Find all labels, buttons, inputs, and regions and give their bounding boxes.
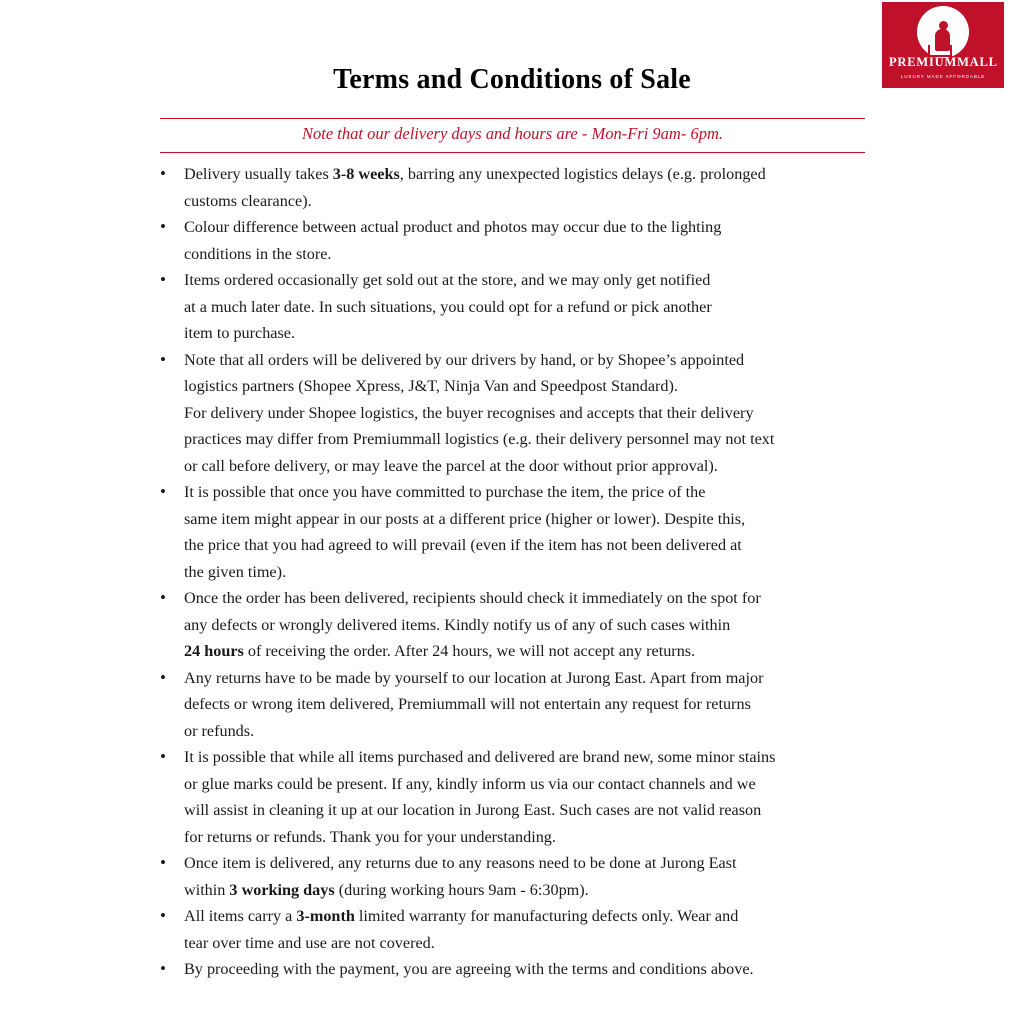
list-item-line: logistics partners (Shopee Xpress, J&T, Ninja Van and Speedpost Standard). bbox=[184, 377, 678, 395]
terms-list bbox=[148, 161, 878, 983]
list-item bbox=[148, 744, 878, 850]
list-item-line: for returns or refunds. Thank you for your understanding. bbox=[184, 827, 556, 846]
bullet-icon: • bbox=[160, 747, 166, 766]
bullet-icon: • bbox=[160, 959, 166, 978]
list-item-line: Any returns have to be made by yourself to our location at Jurong East. Apart from major bbox=[184, 668, 764, 687]
list-item-line: any defects or wrongly delivered items. Kindly notify us of any of such cases within bbox=[184, 615, 731, 634]
bullet-icon: • bbox=[160, 164, 166, 183]
list-item-line: at a much later date. In such situations, you could opt for a refund or pick another bbox=[184, 297, 712, 316]
bullet-icon: • bbox=[160, 853, 166, 872]
list-item bbox=[148, 956, 878, 983]
list-item bbox=[148, 267, 878, 347]
list-item-line: same item might appear in our posts at a different price (higher or lower). Despite this, bbox=[184, 509, 746, 528]
list-item-line: the given time). bbox=[184, 562, 287, 581]
list-item bbox=[148, 903, 878, 956]
shopper-with-cart-icon bbox=[917, 6, 969, 58]
list-item-line: It is possible that once you have committed to purchase the item, the price of the bbox=[184, 483, 706, 501]
list-item-line: or glue marks could be present. If any, kindly inform us via our contact channels and we bbox=[184, 774, 756, 793]
list-item-line: Once item is delivered, any returns due to any reasons need to be done at Jurong East bbox=[184, 854, 737, 872]
bullet-icon: • bbox=[160, 482, 166, 501]
list-item bbox=[148, 850, 878, 903]
delivery-hours-notice: Note that our delivery days and hours are - Mon-Fri 9am- 6pm. bbox=[302, 124, 723, 143]
list-item-line: 24 hours of receiving the order. After 24 hours, we will not accept any returns. bbox=[184, 642, 696, 660]
list-item-line: Items ordered occasionally get sold out at the store, and we may only get notified bbox=[184, 271, 711, 289]
bullet-icon: • bbox=[160, 217, 166, 236]
list-item bbox=[148, 161, 878, 214]
list-item-line: By proceeding with the payment, you are agreeing with the terms and conditions above. bbox=[184, 960, 754, 978]
list-item-line: Colour difference between actual product and photos may occur due to the lighting bbox=[184, 218, 722, 236]
bullet-icon: • bbox=[160, 349, 166, 369]
list-item bbox=[148, 665, 878, 745]
list-item-line: All items carry a 3-month limited warranty for manufacturing defects only. Wear and bbox=[184, 907, 739, 925]
list-item-line: conditions in the store. bbox=[184, 244, 332, 263]
list-item-line: practices may differ from Premiummall logistics (e.g. their delivery personnel may not text bbox=[184, 430, 775, 448]
list-item-line: It is possible that while all items purchased and delivered are brand new, some minor stains bbox=[184, 748, 776, 766]
page-title: Terms and Conditions of Sale bbox=[333, 64, 691, 95]
list-item-line: customs clearance). bbox=[184, 191, 312, 210]
bullet-icon: • bbox=[160, 667, 166, 687]
list-item-line: or refunds. bbox=[184, 721, 255, 740]
list-item-line: item to purchase. bbox=[184, 324, 296, 342]
list-item bbox=[148, 347, 878, 480]
list-item-line: within 3 working days (during working hours 9am - 6:30pm). bbox=[184, 880, 589, 899]
bullet-icon: • bbox=[160, 270, 166, 289]
list-item bbox=[148, 585, 878, 665]
list-item bbox=[148, 479, 878, 585]
list-item-line: tear over time and use are not covered. bbox=[184, 933, 435, 952]
logo-tagline: LUXURY MADE AFFORDABLE bbox=[900, 74, 986, 79]
list-item-line: the price that you had agreed to will prevail (even if the item has not been delivered at bbox=[184, 536, 742, 554]
divider-top bbox=[160, 118, 865, 119]
list-item-line: For delivery under Shopee logistics, the buyer recognises and accepts that their delivery bbox=[184, 403, 754, 422]
list-item-line: will assist in cleaning it up at our location in Jurong East. Such cases are not valid reason bbox=[184, 801, 762, 819]
list-item-line: Delivery usually takes 3-8 weeks, barring any unexpected logistics delays (e.g. prolonged bbox=[184, 165, 766, 183]
bullet-icon: • bbox=[160, 906, 166, 925]
list-item-line: defects or wrong item delivered, Premiummall will not entertain any request for returns bbox=[184, 695, 751, 713]
list-item bbox=[148, 214, 878, 267]
list-item-line: or call before delivery, or may leave the parcel at the door without prior approval). bbox=[184, 456, 718, 475]
logo-brand-name: PREMIUMMALL bbox=[889, 55, 998, 69]
divider-bottom bbox=[160, 152, 865, 153]
list-item-line: Once the order has been delivered, recipients should check it immediately on the spot for bbox=[184, 589, 761, 607]
list-item-line: Note that all orders will be delivered by our drivers by hand, or by Shopee’s appointed bbox=[184, 350, 745, 369]
bullet-icon: • bbox=[160, 588, 166, 607]
